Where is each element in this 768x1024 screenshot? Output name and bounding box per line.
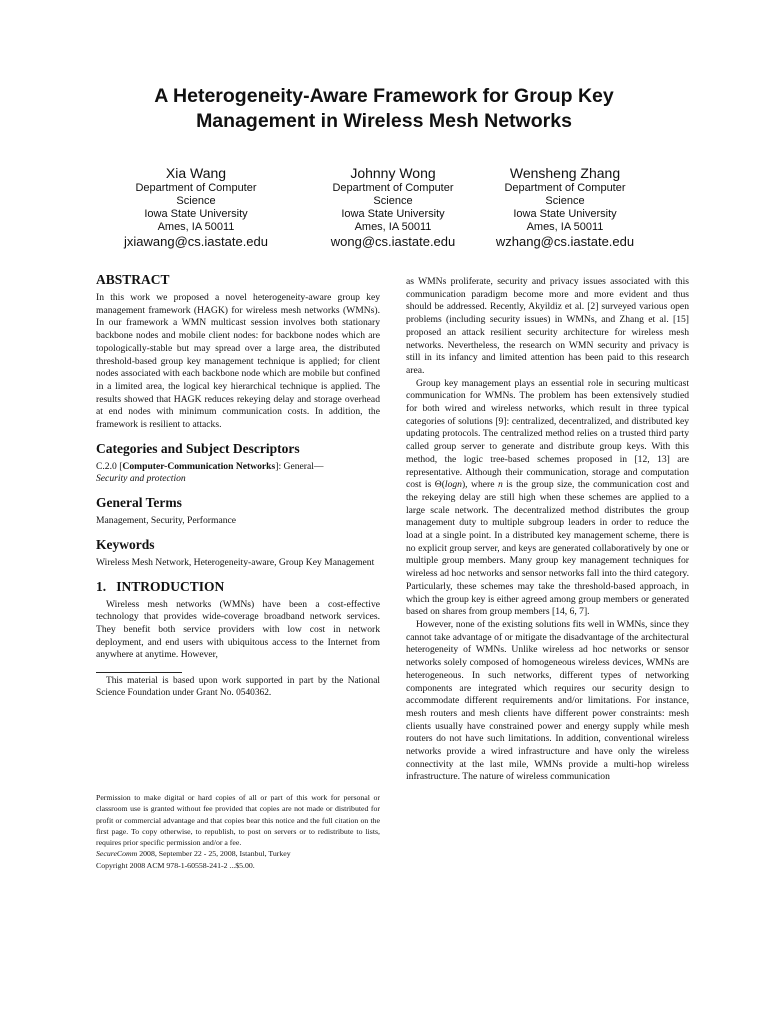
abstract-heading: ABSTRACT (96, 272, 170, 287)
categories-rest: ]: General— (275, 460, 324, 472)
author-dept: Department of Computer (332, 182, 454, 194)
venue-line (96, 848, 380, 859)
author-university: Iowa State University (513, 208, 617, 220)
general-terms-heading: General Terms (96, 495, 182, 511)
author-university: Iowa State University (144, 208, 248, 220)
p2-part-b: ), where (461, 479, 498, 491)
body-paragraph-3: However, none of the existing solutions fits well in WMNs, since they cannot take advantage of or mitigate the disadvantage of the architectural heterogeneity of WMNs. Unlike wireless ad hoc networks or sensor networks solely composed of homogeneous wireless devices, WMNs are heterogeneous. In such networks, different types of networking components are integrated which requires our security design to accommodate different requirements and/or limitations. For instance, mesh routers and mesh clients have different power constraints: mesh clients usually have constrained power and energy supply while mesh routers do not have such limitations. In addition, conventional wireless networks provide a wired infrastructure and have only the wireless connectivity at the last mile, WMNs provide a multi-hop wireless infrastructure. The nature of wireless communication (406, 618, 689, 783)
categories-bold: Computer-Communication Networks (122, 460, 276, 472)
title-line-2: Management in Wireless Mesh Networks (196, 110, 572, 132)
p2-part-c: is the group size, the communication cost and the rekeying delay are still high when these schemes are applied to a large scale network. The decentralized method distributes the group management duty to multiple subgroup leaders in order to reduce the load at a single point. In a distributed key management scheme, there is no explicit group server, and keys are generated collaboratively by one or multiple group members. Many group key management techniques for wireless ad hoc networks and sensor networks fall into the third category. Particularly, these schemes may take the threshold-based approach, in which the group key is either agreed among group members or generated based on shares from group members [14, 6, 7]. (406, 479, 690, 618)
author-dept: Department of Computer (504, 182, 626, 194)
general-terms-text: Management, Security, Performance (96, 515, 237, 527)
right-column (406, 276, 689, 784)
permission-text: Permission to make digital or hard copies of all or part of this work for personal or classroom use is granted without fee provided that copies are not made or distributed for profit or commercial advantage and that copies bear this notice and the full citation on the first page. To copy otherwise, to republish, to post on servers or to redistribute to lists, requires prior specific permission and/or a fee. (96, 793, 380, 848)
author-dept-cont: Science (545, 195, 585, 207)
author-name: Johnny Wong (350, 165, 436, 181)
author-email[interactable]: wong@cs.iastate.edu (330, 234, 456, 249)
author-address: Ames, IA 50011 (157, 221, 235, 233)
author-dept-cont: Science (373, 195, 413, 207)
author-email[interactable]: jxiawang@cs.iastate.edu (124, 234, 268, 249)
author-block-2 (301, 164, 485, 249)
left-column (96, 272, 380, 699)
author-address: Ames, IA 50011 (354, 221, 432, 233)
keywords-text: Wireless Mesh Network, Heterogeneity-aware, Group Key Management (96, 556, 375, 568)
categories-heading: Categories and Subject Descriptors (96, 440, 300, 456)
p2-part-a: Group key management plays an essential role in securing multicast communication for WMNs. The problem has been extensively studied for both wired and wireless networks, which result in three typical categories of solutions [9]: centralized, decentralized, and distributed key updating protocols. The centralized method relies on a trusted third party called group server to generate and distribute group keys. With this method, the logic tree-based schemes proposed in [12, 13] are representative. Although their communication, storage and computation cost is Θ( (406, 377, 689, 491)
footnote-text: This material is based upon work supported in part by the National Science Foundation under Grant No. 0540362. (96, 676, 380, 699)
venue-name: SecureComm (96, 849, 138, 859)
author-block-1 (104, 164, 288, 249)
author-dept: Department of Computer (135, 182, 257, 194)
body-paragraph-2 (406, 378, 689, 619)
copyright-line: Copyright 2008 ACM 978-1-60558-241-2 ...$5.00. (96, 860, 255, 870)
body-paragraph-1: as WMNs proliferate, security and privacy issues associated with this communication paradigm become more and more evident and thus should be addressed. Recently, Akyildiz et al. [2] surveyed various open problems (including security issues) in WMNs, and Zhang et al. [15] proposed an attack resilient security architecture for wireless mesh networks. Nevertheless, the research on WMN security and privacy is still in its infancy and limited attention has been paid to this research area. (406, 276, 689, 376)
author-block-3 (473, 164, 657, 249)
introduction-text: Wireless mesh networks (WMNs) have been a cost-effective technology that provides wide-coverage broadband network services. They benefit both service providers with low cost in network deployment, and end users with ubiquitous access to the Internet from anywhere at anytime. However, (96, 598, 380, 661)
author-address: Ames, IA 50011 (526, 221, 604, 233)
paper-title (60, 84, 708, 134)
introduction-heading: 1. INTRODUCTION (96, 578, 225, 594)
author-name: Wensheng Zhang (509, 165, 621, 181)
footnote-rule (96, 672, 182, 673)
keywords-heading: Keywords (96, 536, 155, 552)
author-dept-cont: Science (176, 195, 216, 207)
title-line-1: A Heterogeneity-Aware Framework for Group Key (154, 85, 614, 107)
p2-logn: logn (444, 479, 462, 491)
categories-code: C.2.0 [ (96, 460, 123, 472)
venue-details: 2008, September 22 - 25, 2008, Istanbul, Turkey (137, 849, 291, 859)
p2-n: n (497, 479, 503, 491)
permission-block (96, 792, 380, 871)
abstract-text: In this work we proposed a novel heterogeneity-aware group key management framework (HAGK) for wireless mesh networks (WMNs). In our framework a WMN multicast session involves both stationary backbone nodes and mobile client nodes: for backbone nodes which are topologically-stable but may spread over a large area, the distributed threshold-based group key management technique is applied; for client nodes associated with each backbone node which are mobile but confined in a limited area, the logical key hierarchical technique is applied. The results showed that HAGK reduces rekeying delay and storage overhead at end nodes with minimum communication costs. In addition, the framework is resilient to attacks. (96, 292, 380, 431)
categories-italic: Security and protection (96, 473, 186, 485)
author-email[interactable]: wzhang@cs.iastate.edu (495, 234, 635, 249)
categories-text (96, 461, 380, 486)
author-university: Iowa State University (341, 208, 445, 220)
author-name: Xia Wang (165, 165, 227, 181)
